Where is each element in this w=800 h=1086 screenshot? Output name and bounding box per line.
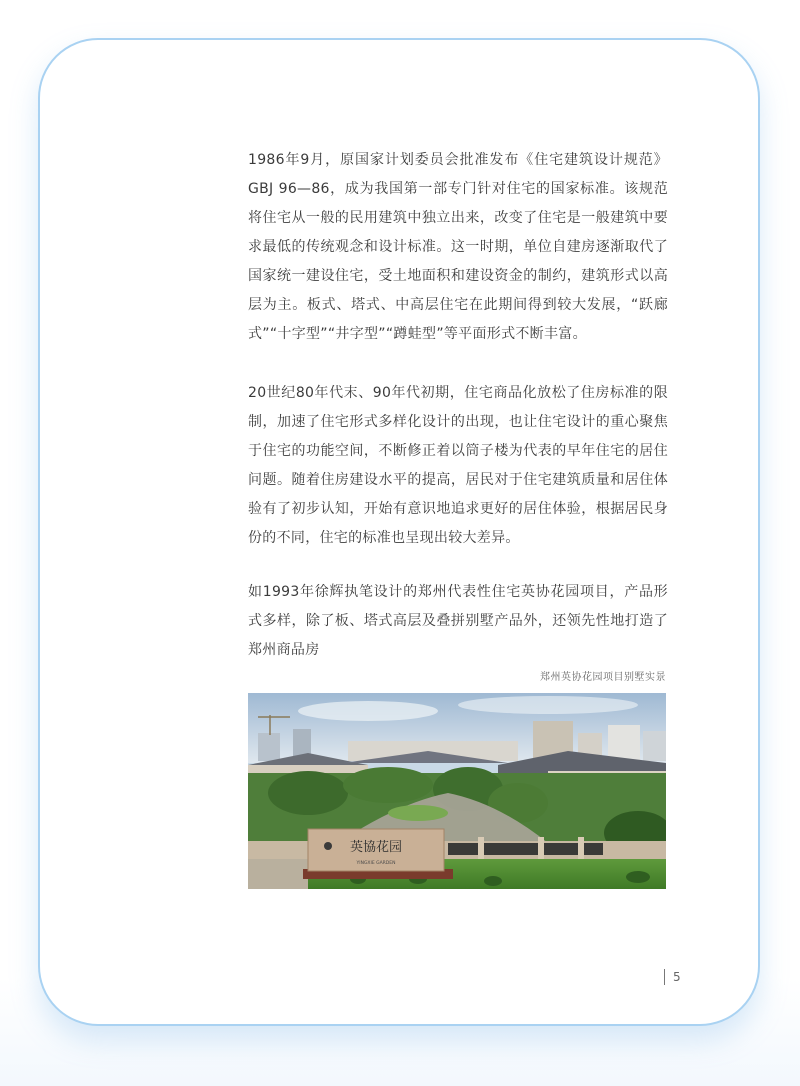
sign-text: 英協花园: [349, 840, 403, 855]
paragraph-2: 20世纪80年代末、90年代初期，住宅商品化放松了住房标准的限制，加速了住宅形式多样化设计的出现，也让住宅设计的重心聚焦于住宅的功能空间，不断修正着以筒子楼为代表的早年住宅的居住问题。随着住房建设水平的提高，居民对于住宅建筑质量和居住体验有了初步认知，开始有意识地追求更好的居住体验，根据居民身份的不同，住宅的标准也呈现出较大差异。: [248, 385, 668, 546]
paragraph-3: 如1993年徐辉执笔设计的郑州代表性住宅英协花园项目，产品形式多样，除了板、塔式高层及叠拼别墅产品外，还领先性地打造了郑州商品房: [248, 584, 668, 658]
page-footer: [664, 968, 681, 986]
sign-subtext: YINGXIE GARDEN: [356, 861, 396, 866]
villa-photo-illustration: [248, 693, 666, 889]
villa-photo: [248, 693, 666, 889]
paragraph-1: 1986年9月，原国家计划委员会批准发布《住宅建筑设计规范》GBJ 96—86，成为我国第一部专门针对住宅的国家标准。该规范将住宅从一般的民用建筑中独立出来，改变了住宅是一般建筑中要求最低的传统观念和设计标准。这一时期，单位自建房逐渐取代了国家统一建设住宅，受土地面积和建设资金的制约，建筑形式以高层为主。板式、塔式、中高层住宅在此期间得到较大发展，“跃廊式”“十字型”“井字型”“蹲蛙型”等平面形式不断丰富。: [248, 152, 668, 342]
page-number: 5: [673, 970, 681, 984]
page-number-divider: [664, 969, 665, 985]
figure-caption: 郑州英协花园项目别墅实景: [540, 672, 666, 683]
